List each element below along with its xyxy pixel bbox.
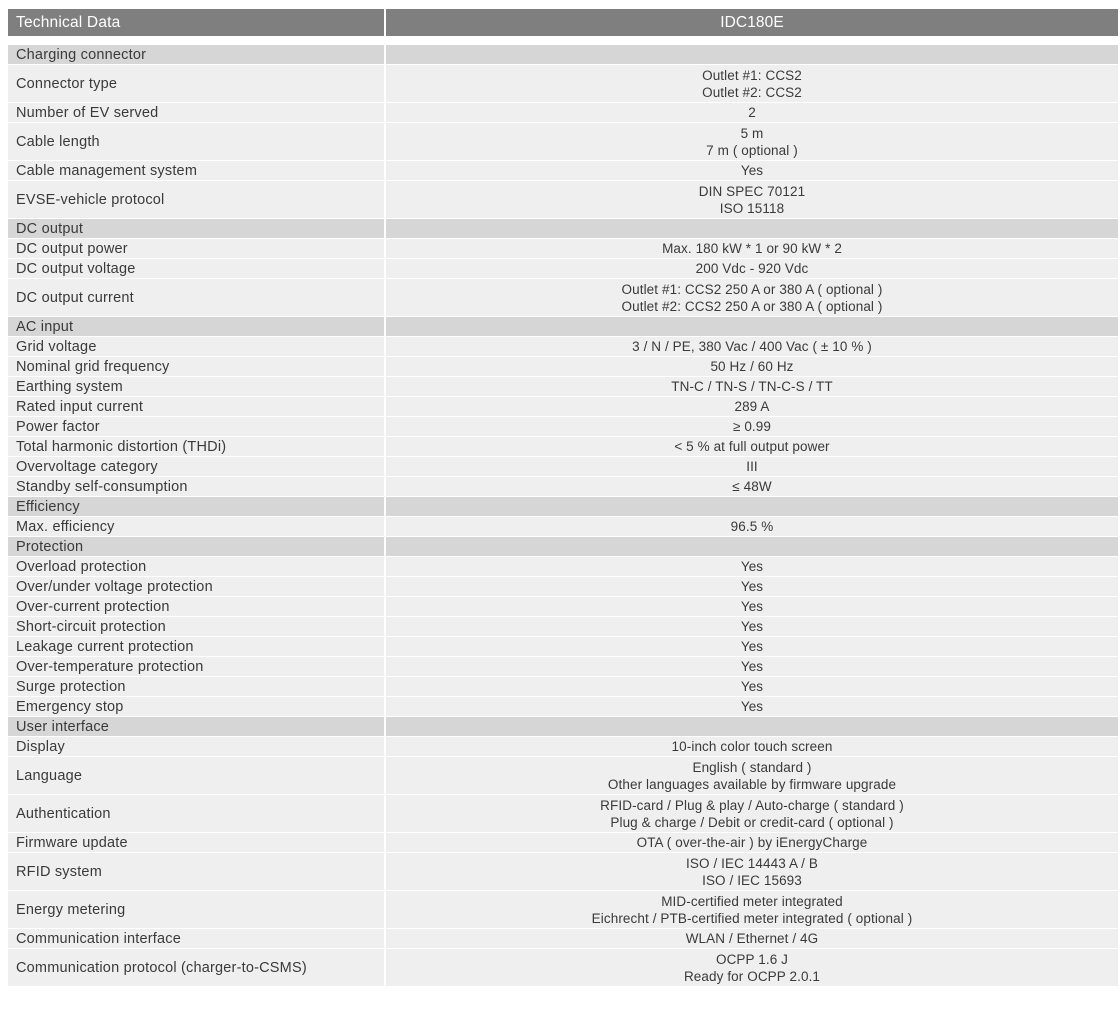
technical-data-table (8, 9, 1118, 986)
spec-label: Communication protocol (charger-to-CSMS) (8, 949, 384, 986)
spec-value-line: Outlet #1: CCS2 (702, 67, 802, 83)
table-row (8, 517, 1118, 536)
spec-value-line: Outlet #2: CCS2 250 A or 380 A ( optional ) (621, 298, 883, 314)
spec-value (386, 259, 1118, 278)
spec-value-line: Yes (740, 699, 764, 714)
spec-label: RFID system (8, 853, 384, 890)
spec-value-line: 2 (748, 105, 756, 120)
spec-value (386, 677, 1118, 696)
section-row (8, 219, 1118, 238)
table-row (8, 357, 1118, 376)
table-row (8, 891, 1118, 928)
spec-value-line: Outlet #2: CCS2 (702, 84, 802, 100)
table-row (8, 795, 1118, 832)
spec-value-line: ISO / IEC 15693 (702, 872, 802, 888)
spec-value (386, 617, 1118, 636)
spec-value-line: 200 Vdc - 920 Vdc (695, 261, 809, 276)
table-row (8, 757, 1118, 794)
spec-value-line: 3 / N / PE, 380 Vac / 400 Vac ( ± 10 % ) (632, 339, 872, 354)
spec-value-line: English ( standard ) (692, 759, 812, 775)
spec-label: Cable length (8, 123, 384, 160)
spec-label: Overvoltage category (8, 457, 384, 476)
spec-value-line: 5 m (740, 125, 764, 141)
table-row (8, 457, 1118, 476)
spec-value-line: Yes (740, 679, 764, 694)
table-row (8, 597, 1118, 616)
spec-value-line: ISO / IEC 14443 A / B (686, 855, 818, 871)
table-body (8, 45, 1118, 986)
table-row (8, 239, 1118, 258)
spec-value (386, 833, 1118, 852)
table-row (8, 377, 1118, 396)
spec-value-line: ≤ 48W (732, 479, 772, 494)
spec-value-line: Yes (740, 599, 764, 614)
spec-value (386, 239, 1118, 258)
spec-value (386, 437, 1118, 456)
spec-label: Firmware update (8, 833, 384, 852)
table-row (8, 697, 1118, 716)
spec-label: Over-temperature protection (8, 657, 384, 676)
spec-label: Over-current protection (8, 597, 384, 616)
spec-value-line: OTA ( over-the-air ) by iEnergyCharge (636, 835, 868, 850)
spec-label: DC output power (8, 239, 384, 258)
spec-label: Authentication (8, 795, 384, 832)
spec-label: Total harmonic distortion (THDi) (8, 437, 384, 456)
spec-value (386, 557, 1118, 576)
spec-value (386, 597, 1118, 616)
spec-value (386, 103, 1118, 122)
spec-value-line: MID-certified meter integrated (661, 893, 843, 909)
spec-value (386, 697, 1118, 716)
spec-value-line: < 5 % at full output power (674, 439, 830, 454)
table-row (8, 637, 1118, 656)
spec-value (386, 737, 1118, 756)
spec-value (386, 929, 1118, 948)
table-row (8, 337, 1118, 356)
spec-label: Cable management system (8, 161, 384, 180)
spec-value-line: Yes (740, 579, 764, 594)
section-title: User interface (8, 717, 384, 736)
table-row (8, 161, 1118, 180)
spec-value (386, 397, 1118, 416)
spec-label: Rated input current (8, 397, 384, 416)
table-header (8, 9, 1118, 36)
spec-value-line: ISO 15118 (719, 200, 785, 216)
table-row (8, 279, 1118, 316)
section-row (8, 497, 1118, 516)
table-row (8, 577, 1118, 596)
spec-value-line: Max. 180 kW * 1 or 90 kW * 2 (662, 241, 842, 256)
table-row (8, 657, 1118, 676)
spec-value (386, 357, 1118, 376)
section-row (8, 317, 1118, 336)
spec-value (386, 65, 1118, 102)
section-fill (386, 537, 1118, 556)
spec-label: Short-circuit protection (8, 617, 384, 636)
spec-value-line: 96.5 % (730, 519, 774, 534)
spec-value-line: Yes (740, 619, 764, 634)
spec-label: Energy metering (8, 891, 384, 928)
spec-value (386, 517, 1118, 536)
spec-value (386, 949, 1118, 986)
spec-value (386, 657, 1118, 676)
spec-value (386, 891, 1118, 928)
spec-label: Language (8, 757, 384, 794)
table-row (8, 123, 1118, 160)
spec-value (386, 457, 1118, 476)
section-fill (386, 717, 1118, 736)
spec-label: EVSE-vehicle protocol (8, 181, 384, 218)
spec-label: Max. efficiency (8, 517, 384, 536)
spec-value (386, 853, 1118, 890)
spec-label: Over/under voltage protection (8, 577, 384, 596)
spec-value-line: ≥ 0.99 (732, 419, 772, 434)
section-title: AC input (8, 317, 384, 336)
spec-label: Emergency stop (8, 697, 384, 716)
table-row (8, 477, 1118, 496)
spec-label: Number of EV served (8, 103, 384, 122)
spec-label: DC output voltage (8, 259, 384, 278)
spec-value (386, 161, 1118, 180)
table-row (8, 929, 1118, 948)
spec-label: Connector type (8, 65, 384, 102)
table-row (8, 65, 1118, 102)
spec-value (386, 377, 1118, 396)
spec-label: Grid voltage (8, 337, 384, 356)
spec-value-line: 50 Hz / 60 Hz (710, 359, 794, 374)
spec-value (386, 795, 1118, 832)
spec-value-line: 7 m ( optional ) (706, 142, 798, 158)
spec-value (386, 477, 1118, 496)
spec-label: Surge protection (8, 677, 384, 696)
spec-value (386, 123, 1118, 160)
spec-value (386, 577, 1118, 596)
table-row (8, 259, 1118, 278)
table-row (8, 103, 1118, 122)
table-row (8, 557, 1118, 576)
section-row (8, 45, 1118, 64)
spec-value-line: Eichrecht / PTB-certified meter integrated ( optional ) (591, 910, 913, 926)
section-fill (386, 45, 1118, 64)
spec-value-line: DIN SPEC 70121 (698, 183, 806, 199)
section-fill (386, 317, 1118, 336)
spec-value-line: WLAN / Ethernet / 4G (685, 931, 819, 946)
table-row (8, 853, 1118, 890)
spec-label: Overload protection (8, 557, 384, 576)
spec-value (386, 181, 1118, 218)
header-model: IDC180E (386, 9, 1118, 36)
spec-value-line: Other languages available by firmware upgrade (607, 776, 897, 792)
spec-label: Leakage current protection (8, 637, 384, 656)
section-title: DC output (8, 219, 384, 238)
section-title: Efficiency (8, 497, 384, 516)
table-row (8, 617, 1118, 636)
spec-value-line: Yes (740, 659, 764, 674)
spec-value (386, 757, 1118, 794)
spec-value-line: Yes (740, 559, 764, 574)
spec-value-line: 289 A (734, 399, 770, 414)
table-row (8, 949, 1118, 986)
section-row (8, 537, 1118, 556)
spec-label: Nominal grid frequency (8, 357, 384, 376)
header-label: Technical Data (8, 9, 384, 36)
spec-label: Power factor (8, 417, 384, 436)
spec-value-line: Ready for OCPP 2.0.1 (683, 968, 821, 984)
spec-value-line: III (746, 459, 758, 474)
spec-value-line: Yes (740, 163, 764, 178)
spec-value (386, 337, 1118, 356)
spec-value-line: 10-inch color touch screen (671, 739, 833, 754)
spec-value (386, 637, 1118, 656)
spec-label: Display (8, 737, 384, 756)
spec-value-line: TN-C / TN-S / TN-C-S / TT (671, 379, 833, 394)
table-row (8, 737, 1118, 756)
spec-label: Communication interface (8, 929, 384, 948)
section-fill (386, 497, 1118, 516)
spec-value-line: Yes (740, 639, 764, 654)
spec-label: DC output current (8, 279, 384, 316)
spec-value-line: Outlet #1: CCS2 250 A or 380 A ( optional ) (621, 281, 883, 297)
section-title: Protection (8, 537, 384, 556)
table-row (8, 181, 1118, 218)
spec-label: Standby self-consumption (8, 477, 384, 496)
spec-value-line: Plug & charge / Debit or credit-card ( optional ) (610, 814, 894, 830)
table-row (8, 833, 1118, 852)
table-row (8, 677, 1118, 696)
spec-value-line: RFID-card / Plug & play / Auto-charge ( standard ) (600, 797, 904, 813)
spec-value (386, 279, 1118, 316)
section-fill (386, 219, 1118, 238)
spec-value-line: OCPP 1.6 J (715, 951, 789, 967)
table-row (8, 397, 1118, 416)
section-title: Charging connector (8, 45, 384, 64)
spec-value (386, 417, 1118, 436)
spec-label: Earthing system (8, 377, 384, 396)
section-row (8, 717, 1118, 736)
table-row (8, 437, 1118, 456)
table-row (8, 417, 1118, 436)
